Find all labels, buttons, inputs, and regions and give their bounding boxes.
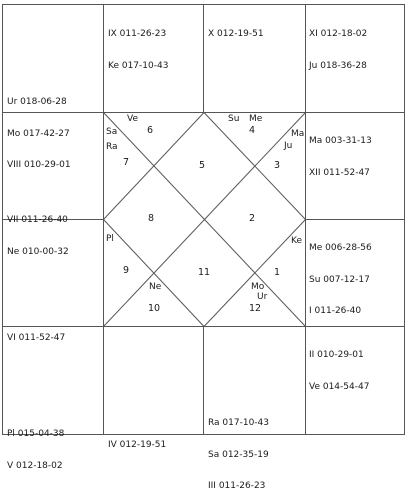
planet-ur: Ur (257, 292, 268, 302)
planet-ve: Ve (127, 114, 138, 124)
cell-line: Pl 015-04-38 (7, 429, 65, 439)
planet-ma: Ma (291, 129, 305, 139)
planet-ke: Ke (291, 236, 302, 246)
cell-left-2 (7, 194, 69, 268)
cell-top-4 (309, 8, 367, 82)
planet-sa: Sa (106, 127, 118, 137)
house-number-7: 7 (123, 157, 130, 168)
cell-bottom-3 (208, 397, 269, 502)
cell-line: IX 011-26-23 (108, 29, 167, 39)
house-number-9: 9 (123, 265, 130, 276)
cell-line: Sa 012-35-19 (208, 449, 269, 460)
planet-su: Su (228, 114, 240, 124)
cell-line: Me 006-28-56 (309, 243, 372, 253)
cell-left-3 (7, 312, 65, 354)
cell-line: Ve 014-54-47 (309, 381, 370, 392)
planet-mo: Mo (251, 282, 265, 292)
house-number-3: 3 (274, 160, 281, 171)
cell-line: XII 011-52-47 (309, 167, 370, 178)
house-number-12: 12 (249, 303, 262, 314)
house-number-8: 8 (148, 213, 155, 224)
cell-line: XI 012-18-02 (309, 29, 368, 39)
cell-line: Ur 018-06-28 (7, 97, 67, 107)
cell-top-3 (208, 8, 264, 50)
cell-line: Ke 017-10-43 (108, 60, 169, 71)
planet-me: Me (249, 114, 263, 124)
house-number-2: 2 (249, 213, 256, 224)
planet-pl: Pl (106, 234, 114, 244)
cell-line: VIII 010-29-01 (7, 160, 71, 170)
cell-line: Ra 017-10-43 (208, 418, 270, 428)
house-number-1: 1 (274, 267, 281, 278)
cell-bottom-4 (309, 329, 369, 403)
cell-line: VII 011-26-40 (7, 215, 68, 225)
planet-ra: Ra (106, 142, 118, 152)
planet-ne: Ne (149, 282, 162, 292)
house-number-10: 10 (148, 303, 161, 314)
cell-line: IV 012-19-51 (108, 440, 167, 450)
cell-line: VI 011-52-47 (7, 333, 66, 343)
house-number-6: 6 (147, 125, 154, 136)
cell-top-2 (108, 8, 168, 82)
cell-line: Ne 010-00-32 (7, 246, 69, 257)
cell-line: Su 007-12-17 (309, 274, 370, 285)
cell-right-3 (309, 222, 372, 327)
house-number-11: 11 (198, 267, 211, 278)
cell-line: III 011-26-23 (208, 481, 266, 491)
cell-left-1 (7, 76, 71, 181)
cell-right-1 (309, 115, 372, 189)
cell-line: Ju 018-36-28 (309, 60, 367, 71)
cell-bottom-2 (108, 419, 166, 461)
cell-line: V 012-18-02 (7, 460, 63, 471)
house-number-5: 5 (199, 160, 206, 171)
cell-line: Ma 003-31-13 (309, 136, 372, 146)
cell-line: Mo 017-42-27 (7, 128, 70, 139)
planet-ju: Ju (284, 141, 293, 151)
cell-line: X 012-19-51 (208, 29, 264, 39)
cell-bottom-1 (7, 408, 64, 482)
cell-line: II 010-29-01 (309, 350, 364, 360)
house-number-4: 4 (249, 125, 256, 136)
cell-line: I 011-26-40 (309, 306, 362, 316)
